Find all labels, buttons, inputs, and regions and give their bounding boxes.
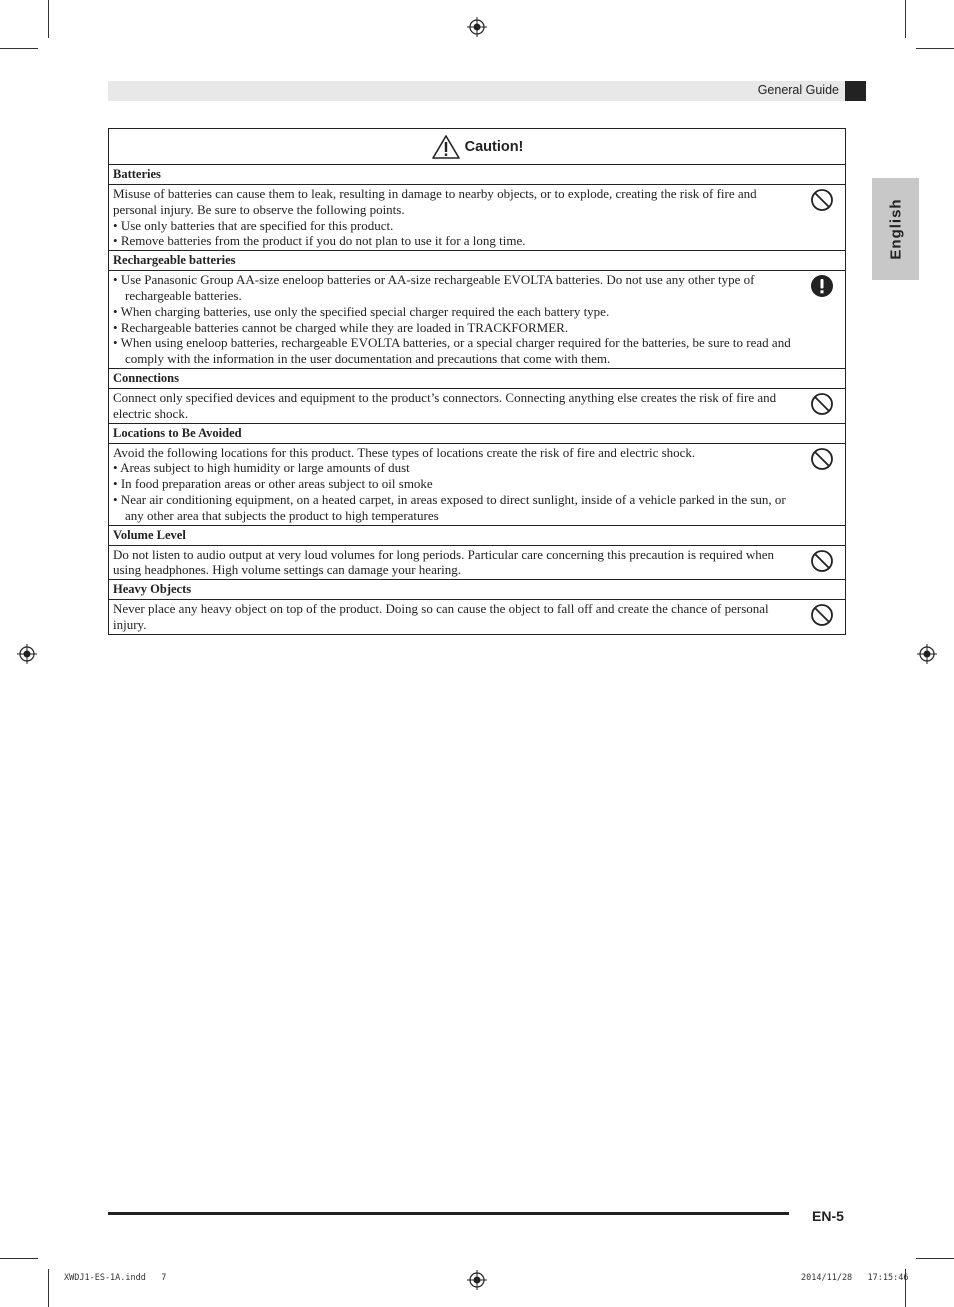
bullet-icon: • <box>113 233 121 249</box>
mandatory-icon <box>799 271 845 368</box>
bullet-item <box>113 335 795 367</box>
caution-box <box>108 128 846 635</box>
crop-mark <box>916 48 954 49</box>
bullet-text: Remove batteries from the product if you do not plan to use it for a long time. <box>120 233 526 249</box>
bullet-text: Near air conditioning equipment, on a heated carpet, in areas exposed to direct sunlight, inside of a vehicle parked in the sun, or any other area that subjects the product to high temperatures <box>120 491 786 523</box>
bullet-icon: • <box>113 491 121 507</box>
section-body <box>109 546 845 581</box>
caution-sections <box>109 165 845 634</box>
section-heading: Heavy Objects <box>109 580 845 600</box>
crop-mark <box>916 1258 954 1259</box>
print-timestamp: 2014/11/28 17:15:46 <box>801 1273 909 1283</box>
section-text <box>109 444 799 525</box>
bullet-text: When charging batteries, use only the specified special charger required the each battery type. <box>120 303 610 319</box>
bullet-icon: • <box>113 460 121 476</box>
section-intro: Connect only specified devices and equipment to the product’s connectors. Connecting anything else creates the risk of fire and electric shock. <box>113 389 777 421</box>
bullet-item <box>113 476 795 492</box>
prohibited-icon <box>799 600 845 634</box>
registration-mark-icon <box>467 1270 487 1290</box>
bullet-item <box>113 233 795 249</box>
bullet-text: Areas subject to high humidity or large amounts of dust <box>120 460 410 476</box>
caution-title: Caution! <box>464 138 524 155</box>
section-body <box>109 185 845 251</box>
bullet-item <box>113 272 795 304</box>
bullet-item <box>113 460 795 476</box>
header-band <box>108 81 845 101</box>
header-section-label: General Guide <box>757 83 839 97</box>
section-text <box>109 600 799 634</box>
language-tab-label: English <box>887 198 904 260</box>
section-intro: Avoid the following locations for this product. These types of locations create the risk of fire and electric shock. <box>113 444 696 460</box>
crop-mark <box>48 0 49 38</box>
bullet-text: Use only batteries that are specified for this product. <box>120 217 394 233</box>
section-body <box>109 389 845 424</box>
caution-title-bar <box>109 129 845 165</box>
prohibited-icon <box>799 444 845 525</box>
header-block <box>845 81 866 101</box>
section-heading: Batteries <box>109 165 845 185</box>
footer-rule <box>108 1212 789 1215</box>
section-intro: Misuse of batteries can cause them to leak, resulting in damage to nearby objects, or to explode, creating the risk of fire and personal injury. Be sure to observe the following points. <box>113 186 757 217</box>
prohibited-icon <box>799 546 845 580</box>
crop-mark <box>48 1269 49 1307</box>
section-text <box>109 546 799 580</box>
file-slug: XWDJ1-ES-1A.indd 7 <box>64 1273 167 1283</box>
crop-mark <box>0 48 38 49</box>
bullet-icon: • <box>113 217 121 233</box>
section-heading: Locations to Be Avoided <box>109 424 845 444</box>
section-heading: Connections <box>109 369 845 389</box>
registration-mark-icon <box>467 17 487 37</box>
bullet-item <box>113 320 795 336</box>
bullet-item <box>113 492 795 524</box>
section-heading: Volume Level <box>109 526 845 546</box>
bullet-text: Use Panasonic Group AA-size eneloop batteries or AA-size rechargeable EVOLTA batteries. Do not use any other type of rechargeable batteries. <box>120 272 755 303</box>
crop-mark <box>905 0 906 38</box>
prohibited-icon <box>799 185 845 250</box>
page-number: EN-5 <box>812 1208 844 1224</box>
section-body <box>109 600 845 634</box>
section-body <box>109 271 845 369</box>
prohibited-icon <box>799 389 845 423</box>
bullet-icon: • <box>113 319 121 335</box>
section-intro: Never place any heavy object on top of the product. Doing so can cause the object to fall off and create the chance of personal injury. <box>113 601 769 632</box>
bullet-item <box>113 304 795 320</box>
warning-triangle-icon <box>431 134 461 160</box>
bullet-icon: • <box>113 303 121 319</box>
language-tab <box>872 178 919 280</box>
section-text <box>109 271 799 368</box>
section-intro: Do not listen to audio output at very loud volumes for long periods. Particular care concerning this precaution is required when using headphones. High volume settings can damage your hearing. <box>113 546 775 578</box>
bullet-icon: • <box>113 476 121 492</box>
bullet-text: In food preparation areas or other areas subject to oil smoke <box>120 476 433 492</box>
bullet-text: Rechargeable batteries cannot be charged while they are loaded in TRACKFORMER. <box>120 319 569 335</box>
section-heading: Rechargeable batteries <box>109 251 845 271</box>
bullet-icon: • <box>113 335 121 351</box>
section-text <box>109 389 799 423</box>
crop-mark <box>0 1258 38 1259</box>
section-text <box>109 185 799 250</box>
bullet-icon: • <box>113 272 121 288</box>
bullet-text: When using eneloop batteries, rechargeable EVOLTA batteries, or a special charger required for the batteries, be sure to read and comply with the information in the user documentation and precautions that come with them. <box>120 335 791 367</box>
section-body <box>109 444 845 526</box>
bullet-item <box>113 218 795 234</box>
registration-mark-icon <box>917 644 937 664</box>
registration-mark-icon <box>17 644 37 664</box>
